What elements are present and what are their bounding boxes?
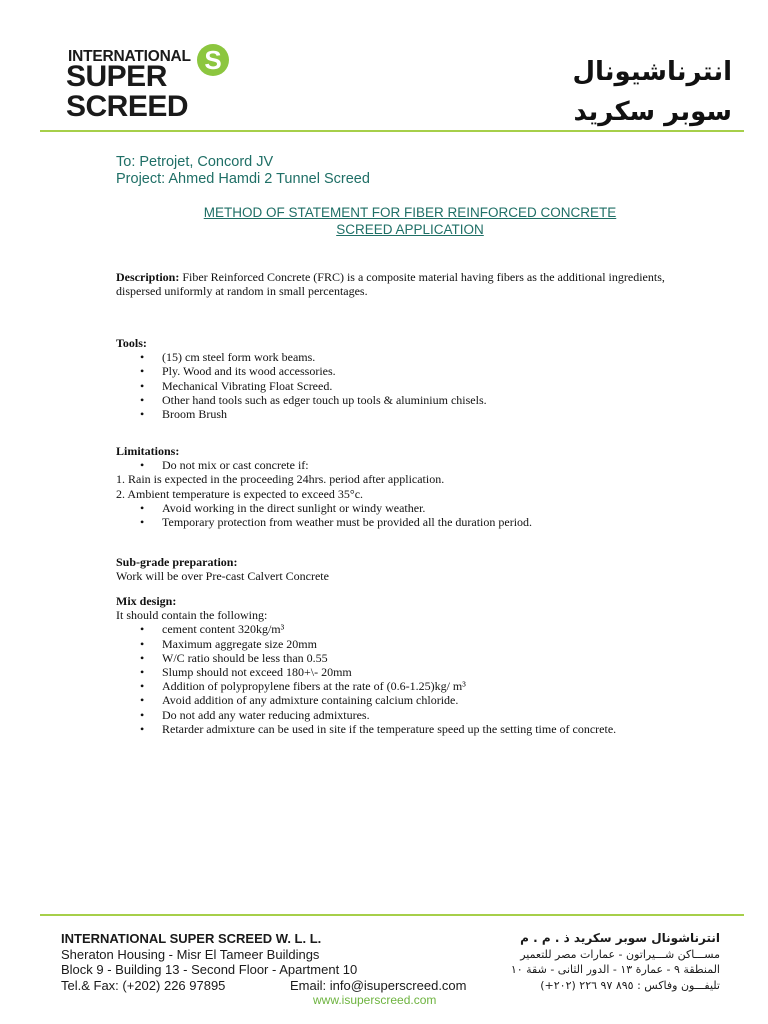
logo-screed-text: SCREED	[66, 90, 189, 123]
footer-address-ar	[511, 931, 720, 993]
list-item: • Addition of polypropylene fibers at the rate of (0.6-1.25)kg/ m³	[116, 679, 626, 693]
footer-company-name-ar: انترناشونال سوبر سكريد ذ . م . م	[520, 931, 720, 945]
list-item: • Avoid addition of any admixture containing calcium chloride.	[116, 693, 626, 707]
arabic-name-line1: انترناشيونال	[572, 57, 732, 87]
footer-address-line2: Sheraton Housing - Misr El Tameer Buildings	[61, 946, 320, 962]
footer-tel-fax: Tel.& Fax: (+202) 226 97895	[61, 977, 226, 993]
limitations-heading: Limitations:	[116, 444, 180, 458]
footer-company-name: INTERNATIONAL SUPER SCREED W. L. L.	[61, 931, 322, 946]
arabic-name-line2: سوبر سكريد	[573, 97, 732, 127]
arabic-company-name	[572, 52, 732, 132]
list-item: • Ply. Wood and its wood accessories.	[116, 364, 686, 378]
limitations-section	[116, 444, 686, 529]
list-item: • cement content 320kg/m³	[116, 622, 626, 636]
footer-divider	[40, 914, 744, 916]
description-section	[116, 270, 686, 298]
header-divider	[40, 130, 744, 132]
limitations-list-2	[116, 501, 686, 529]
to-line: To: Petrojet, Concord JV	[116, 154, 274, 170]
list-item: • W/C ratio should be less than 0.55	[116, 651, 626, 665]
footer-ar-line2: مســـاكن شـــيراتون - عمارات مصر للتعمير	[520, 947, 720, 961]
footer-ar-line3: المنطقة ٩ - عمارة ١٣ - الدور الثانى - شقة ١٠	[510, 963, 720, 976]
tools-section	[116, 336, 686, 421]
logo-super-text: SUPER	[66, 60, 167, 93]
document-title	[120, 204, 700, 238]
list-item: • Retarder admixture can be used in site if the temperature speed up the setting time of concrete.	[116, 722, 626, 736]
subgrade-text: Work will be over Pre-cast Calvert Concrete	[116, 569, 329, 584]
mix-design-list	[116, 622, 626, 736]
title-line2: SCREED APPLICATION	[336, 222, 484, 237]
limitation-condition-2: 2. Ambient temperature is expected to exceed 35°c.	[116, 486, 364, 501]
list-item: • Broom Brush	[116, 407, 686, 421]
list-item: • Maximum aggregate size 20mm	[116, 637, 626, 651]
footer-ar-line4: تليفـــون وفاكس : ٨٩٥ ٩٧ ٢٢٦ (٢٠٢+)	[540, 978, 720, 992]
company-logo	[66, 44, 226, 126]
list-item: • Temporary protection from weather must be provided all the duration period.	[116, 515, 686, 529]
footer-website: www.isuperscreed.com	[313, 993, 437, 1007]
project-line: Project: Ahmed Hamdi 2 Tunnel Screed	[116, 171, 370, 187]
list-item: • Do not mix or cast concrete if:	[116, 458, 686, 472]
footer-email: Email: info@isuperscreed.com	[290, 978, 467, 993]
subgrade-heading: Sub-grade preparation:	[116, 555, 238, 569]
subgrade-section	[116, 555, 686, 583]
list-item: • Avoid working in the direct sunlight or windy weather.	[116, 501, 686, 515]
description-label: Description:	[116, 270, 180, 284]
footer-address-line3: Block 9 - Building 13 - Second Floor - Apartment 10	[61, 962, 358, 977]
title-line1: METHOD OF STATEMENT FOR FIBER REINFORCED CONCRETE	[203, 205, 617, 220]
tools-heading: Tools:	[116, 336, 147, 350]
list-item: • Slump should not exceed 180+\- 20mm	[116, 665, 626, 679]
limitation-condition-1: 1. Rain is expected in the proceeding 24hrs. period after application.	[116, 472, 445, 487]
list-item: • (15) cm steel form work beams.	[116, 350, 686, 364]
mix-design-heading: Mix design:	[116, 594, 177, 608]
tools-list	[116, 350, 686, 421]
list-item: • Other hand tools such as edger touch up tools & aluminium chisels.	[116, 393, 686, 407]
limitations-list	[116, 458, 686, 472]
mix-design-intro: It should contain the following:	[116, 608, 268, 623]
description-text: Fiber Reinforced Concrete (FRC) is a composite material having fibers as the additional ingredients, dispersed uniformly at random in small percentages.	[116, 270, 665, 299]
list-item: • Mechanical Vibrating Float Screed.	[116, 379, 686, 393]
logo-s-badge-icon: S	[197, 44, 229, 76]
logo-international-text: INTERNATIONAL	[68, 48, 191, 65]
mix-design-section	[116, 594, 686, 736]
list-item: • Do not add any water reducing admixtures.	[116, 708, 626, 722]
